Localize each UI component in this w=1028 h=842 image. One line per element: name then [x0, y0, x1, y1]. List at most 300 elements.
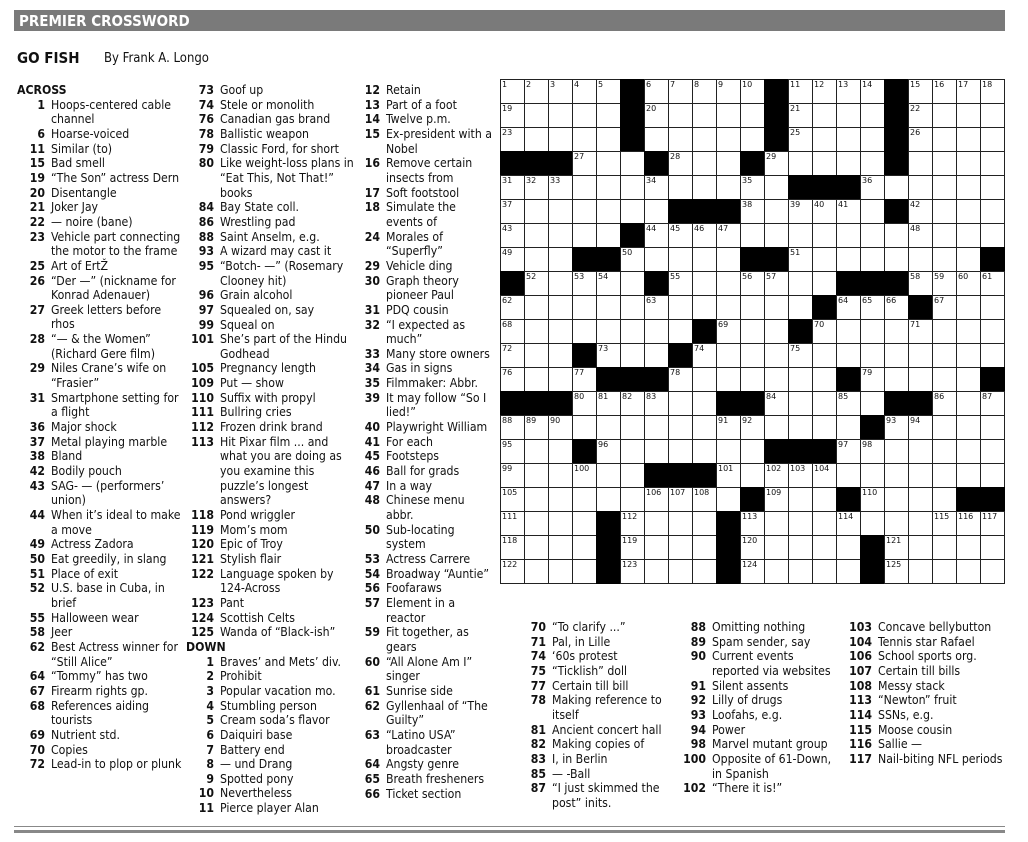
grid-cell[interactable]	[548, 103, 573, 128]
grid-cell[interactable]	[524, 511, 549, 536]
grid-cell[interactable]	[860, 199, 885, 224]
grid-cell[interactable]	[500, 367, 525, 392]
grid-cell[interactable]	[980, 295, 1005, 320]
grid-cell[interactable]	[980, 175, 1005, 200]
grid-cell[interactable]	[884, 559, 909, 584]
grid-cell[interactable]	[692, 127, 717, 152]
grid-cell[interactable]	[932, 79, 957, 104]
grid-cell[interactable]	[668, 103, 693, 128]
grid-cell[interactable]	[788, 247, 813, 272]
grid-cell[interactable]	[908, 535, 933, 560]
grid-cell[interactable]	[860, 223, 885, 248]
grid-cell[interactable]	[692, 247, 717, 272]
grid-cell[interactable]	[572, 295, 597, 320]
grid-cell[interactable]	[764, 343, 789, 368]
grid-cell[interactable]	[860, 175, 885, 200]
grid-cell[interactable]	[884, 343, 909, 368]
grid-cell[interactable]	[740, 175, 765, 200]
grid-cell[interactable]	[980, 511, 1005, 536]
grid-cell[interactable]	[596, 151, 621, 176]
grid-cell[interactable]	[764, 199, 789, 224]
grid-cell[interactable]	[812, 151, 837, 176]
grid-cell[interactable]	[620, 559, 645, 584]
grid-cell[interactable]	[836, 391, 861, 416]
grid-cell[interactable]	[860, 439, 885, 464]
grid-cell[interactable]	[644, 79, 669, 104]
grid-cell[interactable]	[548, 271, 573, 296]
grid-cell[interactable]	[716, 175, 741, 200]
grid-cell[interactable]	[596, 223, 621, 248]
grid-cell[interactable]	[668, 487, 693, 512]
grid-cell[interactable]	[932, 511, 957, 536]
grid-cell[interactable]	[764, 223, 789, 248]
grid-cell[interactable]	[908, 199, 933, 224]
grid-cell[interactable]	[524, 319, 549, 344]
grid-cell[interactable]	[860, 511, 885, 536]
grid-cell[interactable]	[740, 127, 765, 152]
grid-cell[interactable]	[596, 439, 621, 464]
grid-cell[interactable]	[620, 535, 645, 560]
grid-cell[interactable]	[860, 247, 885, 272]
grid-cell[interactable]	[716, 319, 741, 344]
grid-cell[interactable]	[692, 367, 717, 392]
grid-cell[interactable]	[812, 103, 837, 128]
grid-cell[interactable]	[764, 415, 789, 440]
grid-cell[interactable]	[884, 175, 909, 200]
grid-cell[interactable]	[836, 343, 861, 368]
grid-cell[interactable]	[668, 511, 693, 536]
grid-cell[interactable]	[836, 463, 861, 488]
grid-cell[interactable]	[908, 79, 933, 104]
grid-cell[interactable]	[908, 247, 933, 272]
grid-cell[interactable]	[740, 463, 765, 488]
grid-cell[interactable]	[860, 343, 885, 368]
grid-cell[interactable]	[836, 559, 861, 584]
grid-cell[interactable]	[836, 247, 861, 272]
grid-cell[interactable]	[932, 487, 957, 512]
grid-cell[interactable]	[548, 535, 573, 560]
grid-cell[interactable]	[524, 223, 549, 248]
grid-cell[interactable]	[572, 463, 597, 488]
grid-cell[interactable]	[572, 103, 597, 128]
grid-cell[interactable]	[572, 151, 597, 176]
grid-cell[interactable]	[620, 295, 645, 320]
grid-cell[interactable]	[740, 79, 765, 104]
grid-cell[interactable]	[692, 487, 717, 512]
grid-cell[interactable]	[932, 439, 957, 464]
grid-cell[interactable]	[524, 415, 549, 440]
grid-cell[interactable]	[620, 463, 645, 488]
grid-cell[interactable]	[740, 295, 765, 320]
grid-cell[interactable]	[692, 295, 717, 320]
grid-cell[interactable]	[548, 511, 573, 536]
grid-cell[interactable]	[884, 247, 909, 272]
grid-cell[interactable]	[716, 79, 741, 104]
grid-cell[interactable]	[884, 223, 909, 248]
grid-cell[interactable]	[548, 319, 573, 344]
grid-cell[interactable]	[812, 199, 837, 224]
grid-cell[interactable]	[932, 463, 957, 488]
grid-cell[interactable]	[740, 511, 765, 536]
grid-cell[interactable]	[644, 487, 669, 512]
grid-cell[interactable]	[980, 271, 1005, 296]
grid-cell[interactable]	[932, 319, 957, 344]
grid-cell[interactable]	[572, 79, 597, 104]
grid-cell[interactable]	[956, 391, 981, 416]
grid-cell[interactable]	[668, 391, 693, 416]
grid-cell[interactable]	[764, 559, 789, 584]
grid-cell[interactable]	[932, 271, 957, 296]
grid-cell[interactable]	[932, 127, 957, 152]
grid-cell[interactable]	[692, 415, 717, 440]
grid-cell[interactable]	[668, 319, 693, 344]
grid-cell[interactable]	[932, 415, 957, 440]
grid-cell[interactable]	[812, 271, 837, 296]
grid-cell[interactable]	[692, 271, 717, 296]
grid-cell[interactable]	[932, 199, 957, 224]
grid-cell[interactable]	[788, 391, 813, 416]
grid-cell[interactable]	[956, 103, 981, 128]
grid-cell[interactable]	[500, 199, 525, 224]
grid-cell[interactable]	[572, 175, 597, 200]
grid-cell[interactable]	[764, 511, 789, 536]
grid-cell[interactable]	[956, 295, 981, 320]
grid-cell[interactable]	[524, 127, 549, 152]
grid-cell[interactable]	[836, 319, 861, 344]
grid-cell[interactable]	[788, 343, 813, 368]
grid-cell[interactable]	[596, 271, 621, 296]
grid-cell[interactable]	[740, 343, 765, 368]
grid-cell[interactable]	[644, 127, 669, 152]
grid-cell[interactable]	[788, 487, 813, 512]
grid-cell[interactable]	[812, 559, 837, 584]
grid-cell[interactable]	[644, 511, 669, 536]
grid-cell[interactable]	[812, 487, 837, 512]
grid-cell[interactable]	[668, 223, 693, 248]
grid-cell[interactable]	[716, 271, 741, 296]
grid-cell[interactable]	[500, 487, 525, 512]
grid-cell[interactable]	[764, 295, 789, 320]
grid-cell[interactable]	[668, 295, 693, 320]
grid-cell[interactable]	[692, 535, 717, 560]
grid-cell[interactable]	[596, 487, 621, 512]
grid-cell[interactable]	[740, 439, 765, 464]
grid-cell[interactable]	[980, 535, 1005, 560]
grid-cell[interactable]	[956, 175, 981, 200]
grid-cell[interactable]	[980, 559, 1005, 584]
grid-cell[interactable]	[812, 463, 837, 488]
grid-cell[interactable]	[548, 463, 573, 488]
grid-cell[interactable]	[548, 127, 573, 152]
grid-cell[interactable]	[668, 175, 693, 200]
grid-cell[interactable]	[980, 415, 1005, 440]
grid-cell[interactable]	[644, 415, 669, 440]
grid-cell[interactable]	[860, 367, 885, 392]
grid-cell[interactable]	[932, 343, 957, 368]
grid-cell[interactable]	[932, 391, 957, 416]
grid-cell[interactable]	[908, 487, 933, 512]
grid-cell[interactable]	[836, 535, 861, 560]
grid-cell[interactable]	[836, 511, 861, 536]
grid-cell[interactable]	[836, 127, 861, 152]
grid-cell[interactable]	[500, 343, 525, 368]
grid-cell[interactable]	[548, 487, 573, 512]
grid-cell[interactable]	[884, 367, 909, 392]
grid-cell[interactable]	[836, 151, 861, 176]
grid-cell[interactable]	[980, 103, 1005, 128]
grid-cell[interactable]	[956, 439, 981, 464]
grid-cell[interactable]	[692, 391, 717, 416]
grid-cell[interactable]	[764, 391, 789, 416]
grid-cell[interactable]	[524, 199, 549, 224]
grid-cell[interactable]	[836, 295, 861, 320]
grid-cell[interactable]	[644, 319, 669, 344]
grid-cell[interactable]	[692, 175, 717, 200]
grid-cell[interactable]	[836, 439, 861, 464]
grid-cell[interactable]	[788, 415, 813, 440]
grid-cell[interactable]	[716, 223, 741, 248]
grid-cell[interactable]	[980, 151, 1005, 176]
grid-cell[interactable]	[956, 247, 981, 272]
grid-cell[interactable]	[788, 127, 813, 152]
grid-cell[interactable]	[620, 343, 645, 368]
grid-cell[interactable]	[740, 535, 765, 560]
grid-cell[interactable]	[812, 223, 837, 248]
grid-cell[interactable]	[908, 151, 933, 176]
grid-cell[interactable]	[596, 127, 621, 152]
grid-cell[interactable]	[860, 487, 885, 512]
grid-cell[interactable]	[932, 295, 957, 320]
grid-cell[interactable]	[596, 103, 621, 128]
grid-cell[interactable]	[716, 463, 741, 488]
grid-cell[interactable]	[500, 103, 525, 128]
grid-cell[interactable]	[572, 271, 597, 296]
grid-cell[interactable]	[860, 463, 885, 488]
grid-cell[interactable]	[812, 367, 837, 392]
grid-cell[interactable]	[524, 103, 549, 128]
grid-cell[interactable]	[692, 511, 717, 536]
grid-cell[interactable]	[716, 103, 741, 128]
grid-cell[interactable]	[932, 535, 957, 560]
grid-cell[interactable]	[500, 319, 525, 344]
grid-cell[interactable]	[716, 487, 741, 512]
grid-cell[interactable]	[548, 223, 573, 248]
grid-cell[interactable]	[572, 223, 597, 248]
grid-cell[interactable]	[932, 247, 957, 272]
grid-cell[interactable]	[884, 439, 909, 464]
grid-cell[interactable]	[908, 127, 933, 152]
grid-cell[interactable]	[908, 463, 933, 488]
grid-cell[interactable]	[620, 391, 645, 416]
grid-cell[interactable]	[980, 463, 1005, 488]
grid-cell[interactable]	[596, 175, 621, 200]
grid-cell[interactable]	[500, 415, 525, 440]
grid-cell[interactable]	[980, 199, 1005, 224]
grid-cell[interactable]	[956, 367, 981, 392]
grid-cell[interactable]	[764, 319, 789, 344]
grid-cell[interactable]	[548, 199, 573, 224]
grid-cell[interactable]	[644, 391, 669, 416]
grid-cell[interactable]	[668, 415, 693, 440]
grid-cell[interactable]	[740, 103, 765, 128]
grid-cell[interactable]	[908, 439, 933, 464]
grid-cell[interactable]	[500, 175, 525, 200]
grid-cell[interactable]	[524, 487, 549, 512]
grid-cell[interactable]	[740, 559, 765, 584]
grid-cell[interactable]	[956, 463, 981, 488]
grid-cell[interactable]	[788, 295, 813, 320]
grid-cell[interactable]	[788, 535, 813, 560]
grid-cell[interactable]	[860, 319, 885, 344]
grid-cell[interactable]	[644, 247, 669, 272]
grid-cell[interactable]	[956, 319, 981, 344]
grid-cell[interactable]	[980, 79, 1005, 104]
grid-cell[interactable]	[740, 223, 765, 248]
grid-cell[interactable]	[572, 127, 597, 152]
grid-cell[interactable]	[932, 223, 957, 248]
grid-cell[interactable]	[788, 223, 813, 248]
grid-cell[interactable]	[548, 367, 573, 392]
grid-cell[interactable]	[692, 79, 717, 104]
grid-cell[interactable]	[596, 199, 621, 224]
grid-cell[interactable]	[572, 367, 597, 392]
grid-cell[interactable]	[572, 511, 597, 536]
grid-cell[interactable]	[836, 103, 861, 128]
grid-cell[interactable]	[596, 343, 621, 368]
grid-cell[interactable]	[980, 343, 1005, 368]
grid-cell[interactable]	[716, 247, 741, 272]
grid-cell[interactable]	[956, 223, 981, 248]
grid-cell[interactable]	[812, 127, 837, 152]
grid-cell[interactable]	[908, 559, 933, 584]
grid-cell[interactable]	[764, 535, 789, 560]
grid-cell[interactable]	[500, 127, 525, 152]
grid-cell[interactable]	[596, 463, 621, 488]
grid-cell[interactable]	[908, 103, 933, 128]
grid-cell[interactable]	[812, 79, 837, 104]
grid-cell[interactable]	[692, 559, 717, 584]
grid-cell[interactable]	[692, 223, 717, 248]
grid-cell[interactable]	[812, 319, 837, 344]
grid-cell[interactable]	[548, 247, 573, 272]
grid-cell[interactable]	[500, 79, 525, 104]
grid-cell[interactable]	[884, 487, 909, 512]
grid-cell[interactable]	[596, 295, 621, 320]
grid-cell[interactable]	[812, 343, 837, 368]
grid-cell[interactable]	[692, 343, 717, 368]
grid-cell[interactable]	[668, 367, 693, 392]
grid-cell[interactable]	[980, 319, 1005, 344]
grid-cell[interactable]	[980, 223, 1005, 248]
grid-cell[interactable]	[620, 415, 645, 440]
grid-cell[interactable]	[668, 79, 693, 104]
grid-cell[interactable]	[764, 151, 789, 176]
grid-cell[interactable]	[956, 415, 981, 440]
grid-cell[interactable]	[524, 175, 549, 200]
grid-cell[interactable]	[644, 223, 669, 248]
grid-cell[interactable]	[620, 151, 645, 176]
grid-cell[interactable]	[980, 127, 1005, 152]
grid-cell[interactable]	[596, 391, 621, 416]
grid-cell[interactable]	[644, 295, 669, 320]
grid-cell[interactable]	[716, 343, 741, 368]
grid-cell[interactable]	[620, 199, 645, 224]
grid-cell[interactable]	[836, 199, 861, 224]
grid-cell[interactable]	[596, 79, 621, 104]
grid-cell[interactable]	[620, 247, 645, 272]
grid-cell[interactable]	[596, 415, 621, 440]
grid-cell[interactable]	[668, 247, 693, 272]
grid-cell[interactable]	[740, 319, 765, 344]
grid-cell[interactable]	[812, 511, 837, 536]
grid-cell[interactable]	[716, 415, 741, 440]
grid-cell[interactable]	[644, 343, 669, 368]
grid-cell[interactable]	[500, 439, 525, 464]
grid-cell[interactable]	[908, 223, 933, 248]
grid-cell[interactable]	[908, 415, 933, 440]
grid-cell[interactable]	[932, 367, 957, 392]
grid-cell[interactable]	[860, 103, 885, 128]
grid-cell[interactable]	[980, 391, 1005, 416]
grid-cell[interactable]	[788, 271, 813, 296]
grid-cell[interactable]	[548, 343, 573, 368]
grid-cell[interactable]	[764, 367, 789, 392]
grid-cell[interactable]	[788, 559, 813, 584]
grid-cell[interactable]	[548, 415, 573, 440]
grid-cell[interactable]	[500, 223, 525, 248]
grid-cell[interactable]	[956, 511, 981, 536]
grid-cell[interactable]	[836, 79, 861, 104]
grid-cell[interactable]	[932, 151, 957, 176]
grid-cell[interactable]	[740, 367, 765, 392]
grid-cell[interactable]	[500, 247, 525, 272]
grid-cell[interactable]	[860, 127, 885, 152]
grid-cell[interactable]	[572, 559, 597, 584]
grid-cell[interactable]	[740, 271, 765, 296]
grid-cell[interactable]	[716, 295, 741, 320]
grid-cell[interactable]	[572, 535, 597, 560]
grid-cell[interactable]	[788, 151, 813, 176]
grid-cell[interactable]	[764, 271, 789, 296]
grid-cell[interactable]	[620, 271, 645, 296]
grid-cell[interactable]	[956, 79, 981, 104]
grid-cell[interactable]	[860, 151, 885, 176]
grid-cell[interactable]	[884, 511, 909, 536]
grid-cell[interactable]	[908, 367, 933, 392]
grid-cell[interactable]	[668, 439, 693, 464]
grid-cell[interactable]	[812, 391, 837, 416]
grid-cell[interactable]	[956, 199, 981, 224]
grid-cell[interactable]	[716, 127, 741, 152]
grid-cell[interactable]	[548, 439, 573, 464]
grid-cell[interactable]	[884, 415, 909, 440]
grid-cell[interactable]	[764, 487, 789, 512]
grid-cell[interactable]	[620, 175, 645, 200]
grid-cell[interactable]	[716, 439, 741, 464]
grid-cell[interactable]	[956, 271, 981, 296]
grid-cell[interactable]	[500, 511, 525, 536]
grid-cell[interactable]	[620, 487, 645, 512]
grid-cell[interactable]	[644, 199, 669, 224]
grid-cell[interactable]	[956, 343, 981, 368]
grid-cell[interactable]	[668, 271, 693, 296]
grid-cell[interactable]	[812, 247, 837, 272]
grid-cell[interactable]	[956, 151, 981, 176]
grid-cell[interactable]	[812, 415, 837, 440]
grid-cell[interactable]	[788, 79, 813, 104]
grid-cell[interactable]	[908, 175, 933, 200]
grid-cell[interactable]	[692, 439, 717, 464]
